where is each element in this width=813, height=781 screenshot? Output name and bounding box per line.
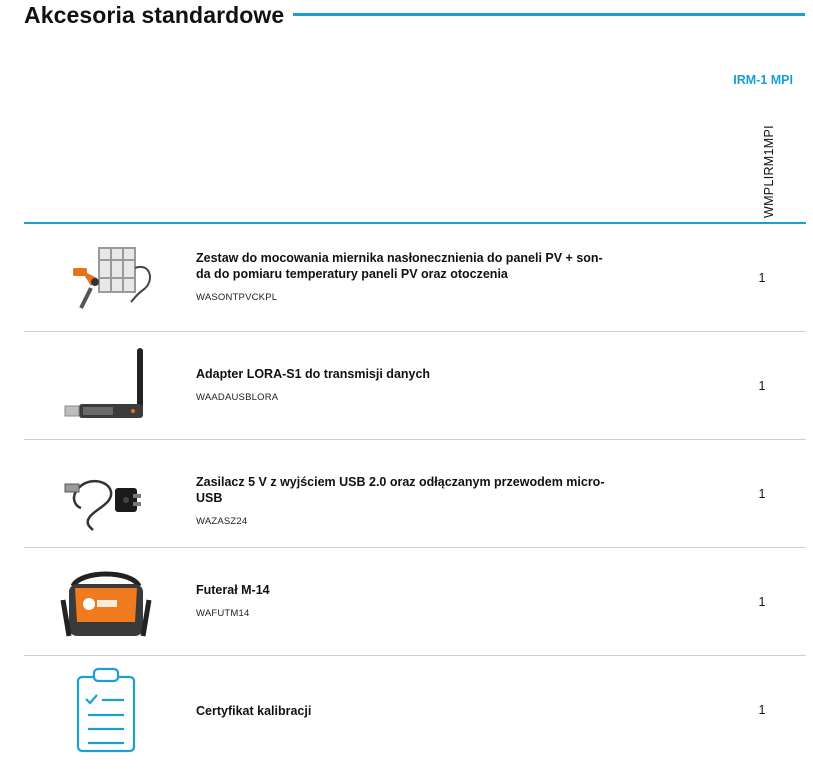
carrying-case-icon — [46, 558, 166, 646]
lora-usb-adapter-icon — [46, 342, 166, 430]
title-underline — [293, 13, 805, 16]
item-code: WAADAUSBLORA — [196, 392, 279, 403]
item-name: Zestaw do mocowania miernika nasłonecznienia do paneli PV + son- da do pomiaru temperatury paneli PV oraz otoczenia — [196, 251, 603, 281]
table-row — [24, 224, 806, 332]
item-qty: 1 — [758, 379, 766, 393]
mounting-kit-icon — [46, 234, 166, 322]
clipboard-checklist-icon — [46, 666, 166, 754]
item-name: Certyfikat kalibracji — [196, 704, 312, 718]
item-qty: 1 — [758, 487, 766, 501]
table-row — [24, 656, 806, 764]
table-row — [24, 548, 806, 656]
item-code: WASONTPVCKPL — [196, 292, 278, 303]
page-title: Akcesoria standardowe — [24, 2, 285, 28]
item-name: Futerał M-14 — [196, 583, 270, 597]
item-qty: 1 — [758, 271, 766, 285]
item-code: WAZASZ24 — [196, 516, 248, 527]
usb-charger-icon — [46, 450, 166, 538]
item-code: WAFUTM14 — [196, 608, 250, 619]
table-row — [24, 440, 806, 548]
model-header: IRM-1 MPI — [733, 73, 793, 87]
model-code-vertical: WMPLIRM1MPI — [762, 125, 776, 218]
item-qty: 1 — [758, 595, 766, 609]
item-qty: 1 — [758, 703, 766, 717]
item-name: Adapter LORA-S1 do transmisji danych — [196, 367, 431, 381]
item-name: Zasilacz 5 V z wyjściem USB 2.0 oraz odłączanym przewodem micro-USB — [196, 475, 605, 505]
table-row — [24, 332, 806, 440]
